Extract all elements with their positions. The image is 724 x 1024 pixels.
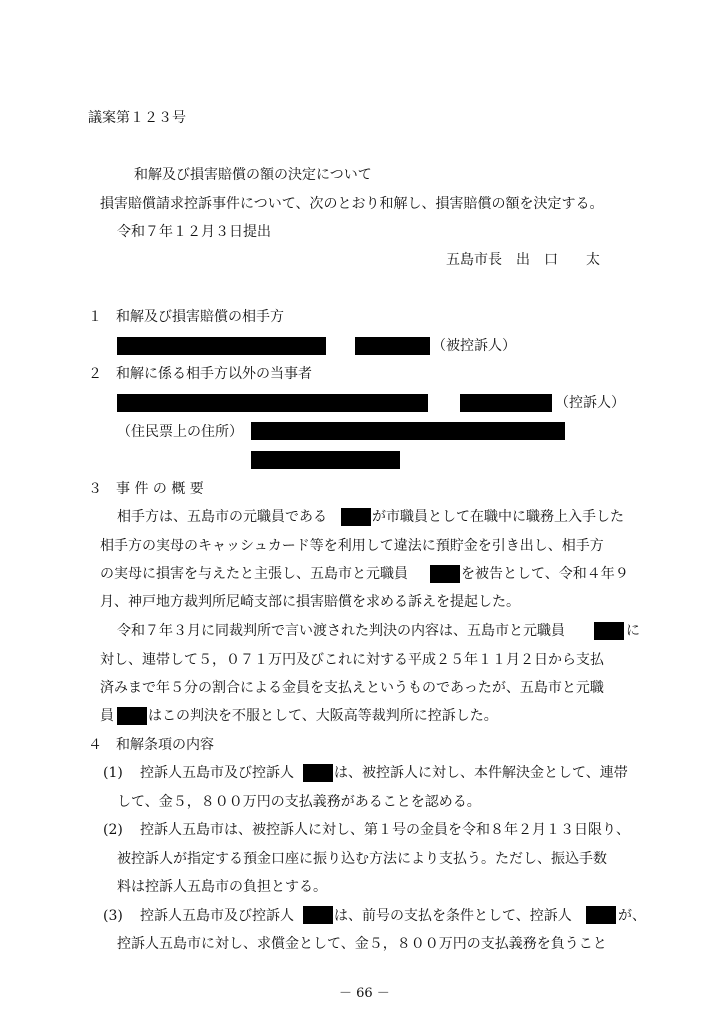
- item-number: (3): [103, 908, 123, 924]
- redaction-block: [117, 707, 147, 725]
- item-number: (2): [103, 822, 123, 838]
- clause-text: 料は控訴人五島市の負担とする。: [117, 879, 327, 895]
- clause-text: 控訴人五島市及び控訴人: [140, 765, 294, 781]
- clause-text: 控訴人五島市に対し、求償金として、金５，８００万円の支払義務を負うこと: [117, 936, 607, 952]
- submission-date: 令和７年１２月３日提出: [117, 224, 271, 240]
- respondent-role: （被控訴人）: [432, 338, 516, 354]
- clause-text: 控訴人五島市及び控訴人: [140, 908, 294, 924]
- redaction-block: [303, 906, 333, 924]
- section-1-heading: １ 和解及び損害賠償の相手方: [88, 309, 284, 325]
- clause-text: は、前号の支払を条件として、控訴人: [334, 908, 572, 924]
- address-label: （住民票上の住所）: [117, 424, 243, 440]
- section-2-heading: ２ 和解に係る相手方以外の当事者: [88, 366, 312, 382]
- redaction-block: [460, 394, 552, 412]
- case-text: に: [626, 623, 640, 639]
- redaction-block: [430, 565, 460, 583]
- case-text: 済みまで年５分の割合による金員を支払えというものであったが、五島市と元職: [100, 680, 604, 696]
- clause-text: が、: [618, 908, 646, 924]
- clause-text: 控訴人五島市は、被控訴人に対し、第１号の金員を令和８年２月１３日限り、: [140, 822, 630, 838]
- signer: 五島市長 出 口 太: [446, 252, 600, 268]
- redaction-block: [117, 337, 326, 355]
- redaction-block: [341, 508, 371, 526]
- case-text: 対し、連帯して５，０７１万円及びこれに対する平成２５年１１月２日から支払: [100, 652, 604, 668]
- case-text: はこの判決を不服として、大阪高等裁判所に控訴した。: [148, 708, 498, 724]
- case-text: 相手方は、五島市の元職員である: [117, 509, 327, 525]
- bill-number: 議案第１２３号: [88, 110, 186, 126]
- case-text: の実母に損害を与えたと主張し、五島市と元職員: [100, 566, 408, 582]
- case-text: を被告として、令和４年９: [461, 566, 629, 582]
- redaction-block: [251, 451, 400, 469]
- redaction-block: [586, 906, 616, 924]
- clause-text: 被控訴人が指定する預金口座に振り込む方法により支払う。ただし、振込手数: [117, 851, 607, 867]
- case-text: が市職員として在職中に職務上入手した: [372, 509, 624, 525]
- document-title: 和解及び損害賠償の額の決定について: [134, 167, 372, 183]
- case-text: 相手方の実母のキャッシュカード等を利用して違法に預貯金を引き出し、相手方: [100, 538, 604, 554]
- section-4-heading: ４ 和解条項の内容: [88, 737, 214, 753]
- redaction-block: [117, 394, 428, 412]
- intro-text: 損害賠償請求控訴事件について、次のとおり和解し、損害賠償の額を決定する。: [100, 196, 604, 212]
- redaction-block: [355, 337, 430, 355]
- case-text: 令和７年３月に同裁判所で言い渡された判決の内容は、五島市と元職員: [117, 623, 565, 639]
- clause-text: は、被控訴人に対し、本件解決金として、連帯: [334, 765, 628, 781]
- case-text: 月、神戸地方裁判所尼崎支部に損害賠償を求める訴えを提起した。: [100, 594, 520, 610]
- item-number: (1): [103, 765, 123, 781]
- redaction-block: [303, 764, 333, 782]
- redaction-block: [594, 622, 624, 640]
- page-number: － 66 －: [339, 986, 390, 1001]
- clause-text: して、金５，８００万円の支払義務があることを認める。: [117, 794, 481, 810]
- case-text: 員: [100, 708, 114, 724]
- redaction-block: [251, 422, 565, 440]
- appellant-role: （控訴人）: [555, 395, 625, 411]
- section-3-heading: ３ 事 件 の 概 要: [88, 481, 204, 497]
